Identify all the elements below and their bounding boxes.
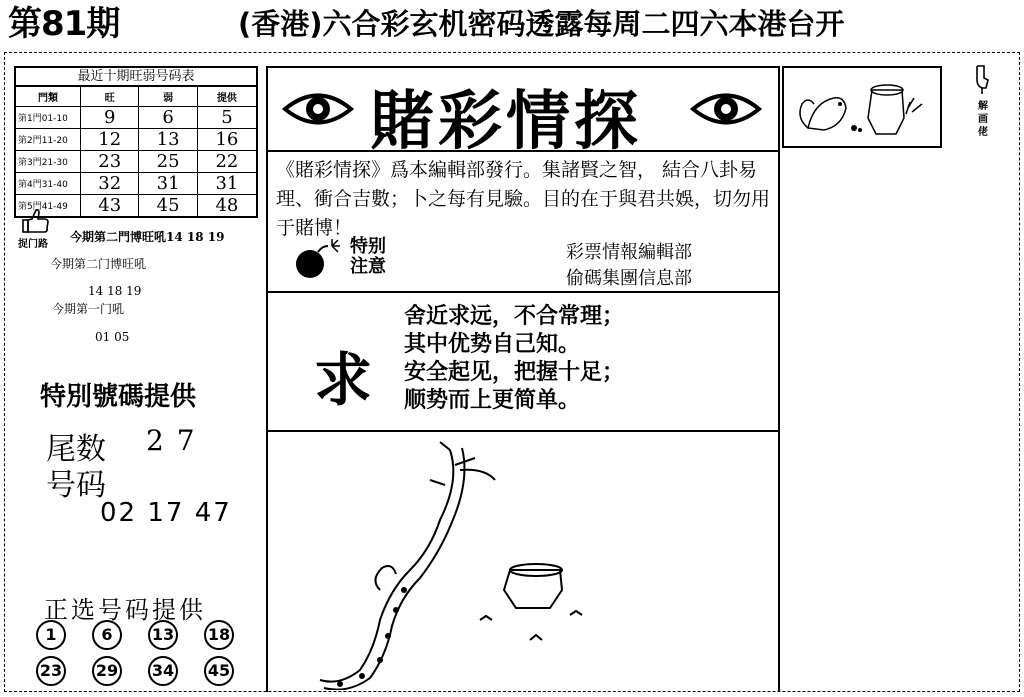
- poem-line: 安全起见，把握十足；: [404, 359, 625, 385]
- table-header-row: [15, 86, 257, 107]
- pointing-hand-icon: [972, 64, 992, 96]
- eye-icon: [282, 88, 354, 130]
- special-line: 特别: [350, 236, 386, 257]
- riddle-poem: [404, 302, 624, 414]
- weak-cell: 25: [139, 151, 197, 173]
- column-header: 門類: [15, 86, 81, 107]
- weak-cell: 45: [139, 195, 197, 218]
- poem-line: 其中优势自己知。: [404, 331, 581, 357]
- selected-number: 6: [92, 620, 122, 650]
- hot-cell: 32: [81, 173, 139, 195]
- code-label: 号码: [46, 468, 106, 503]
- code-values: 02 17 47: [100, 498, 232, 528]
- group-cell: 第1門01-10: [15, 107, 81, 129]
- special-line: 注意: [350, 256, 386, 277]
- table-row: [15, 151, 257, 173]
- column-header: 旺: [81, 86, 139, 107]
- dept-name: 彩票情報編輯部: [566, 242, 692, 263]
- weak-cell: 13: [139, 129, 197, 151]
- eye-icon: [690, 88, 762, 130]
- selection-title: 正选号码提供: [44, 596, 206, 624]
- hot-number-table: [14, 85, 258, 218]
- hint-picture-box: [782, 66, 942, 148]
- divider: [266, 66, 780, 68]
- weak-cell: 31: [139, 173, 197, 195]
- provide-cell: 16: [197, 129, 257, 151]
- tail-values: 2 7: [146, 424, 197, 457]
- selected-number: 13: [148, 620, 178, 650]
- tip-line: 今期第一门吼: [52, 302, 125, 316]
- divider: [266, 430, 780, 432]
- selected-number: 34: [148, 656, 178, 686]
- hot-table-title: 最近十期旺弱号码表: [14, 66, 258, 86]
- poem-line: 顺势而上更简单。: [404, 387, 581, 413]
- hot-cell: 23: [81, 151, 139, 173]
- divider: [266, 291, 780, 293]
- squirrel-stump-illustration: [784, 68, 940, 146]
- snake-branch-illustration: [300, 440, 620, 690]
- group-cell: 第3門21-30: [15, 151, 81, 173]
- weak-cell: 6: [139, 107, 197, 129]
- provide-cell: 31: [197, 173, 257, 195]
- intro-text: 《賭彩情探》爲本編輯部發行。集諸賢之智， 結合八卦易理、衝合吉數；卜之每有見驗。目的在于與君共娛，切勿用于賭博！: [276, 159, 771, 239]
- poem-line: 舍近求远，不合常理；: [404, 303, 625, 329]
- hint-vertical-label: 解画佬: [978, 101, 988, 138]
- table-row: [15, 129, 257, 151]
- thumbs-up-icon: [22, 208, 50, 234]
- group-cell: 第2門11-20: [15, 129, 81, 151]
- tip-line-bold: 今期第二門博旺吼14 18 19: [70, 230, 225, 244]
- table-row: [15, 195, 257, 218]
- selected-number: 29: [92, 656, 122, 686]
- table-row: [15, 173, 257, 195]
- selected-number: 23: [36, 656, 66, 686]
- column-header: 弱: [139, 86, 197, 107]
- issue-number: 第81期: [8, 4, 120, 44]
- tip-icon-label: 捉门路: [18, 239, 48, 250]
- table-row: [15, 107, 257, 129]
- riddle-char: 求: [314, 346, 373, 414]
- hot-cell: 12: [81, 129, 139, 151]
- dept-name: 偷碼集團信息部: [566, 268, 692, 289]
- tip-numbers: 01 05: [95, 330, 130, 344]
- group-cell: 第4門31-40: [15, 173, 81, 195]
- provide-cell: 5: [197, 107, 257, 129]
- special-numbers-title: 特別號碼提供: [40, 382, 197, 412]
- selected-number: 1: [36, 620, 66, 650]
- tail-label: 尾数: [46, 432, 106, 467]
- page-headline: (香港)六合彩玄机密码透露每周二四六本港台开: [238, 7, 845, 41]
- selected-number: 18: [204, 620, 234, 650]
- brand-title: 賭彩情探: [370, 84, 642, 159]
- provide-cell: 48: [197, 195, 257, 218]
- selected-number: 45: [204, 656, 234, 686]
- special-note: [350, 237, 386, 277]
- hot-cell: 43: [81, 195, 139, 218]
- column-header: 提供: [197, 86, 257, 107]
- hot-cell: 9: [81, 107, 139, 129]
- tip-line: 今期第二门博旺吼: [50, 257, 147, 271]
- group-cell: 第5門41-49: [15, 195, 81, 218]
- provide-cell: 22: [197, 151, 257, 173]
- bomb-icon: [292, 238, 344, 280]
- tip-numbers: 14 18 19: [88, 284, 142, 298]
